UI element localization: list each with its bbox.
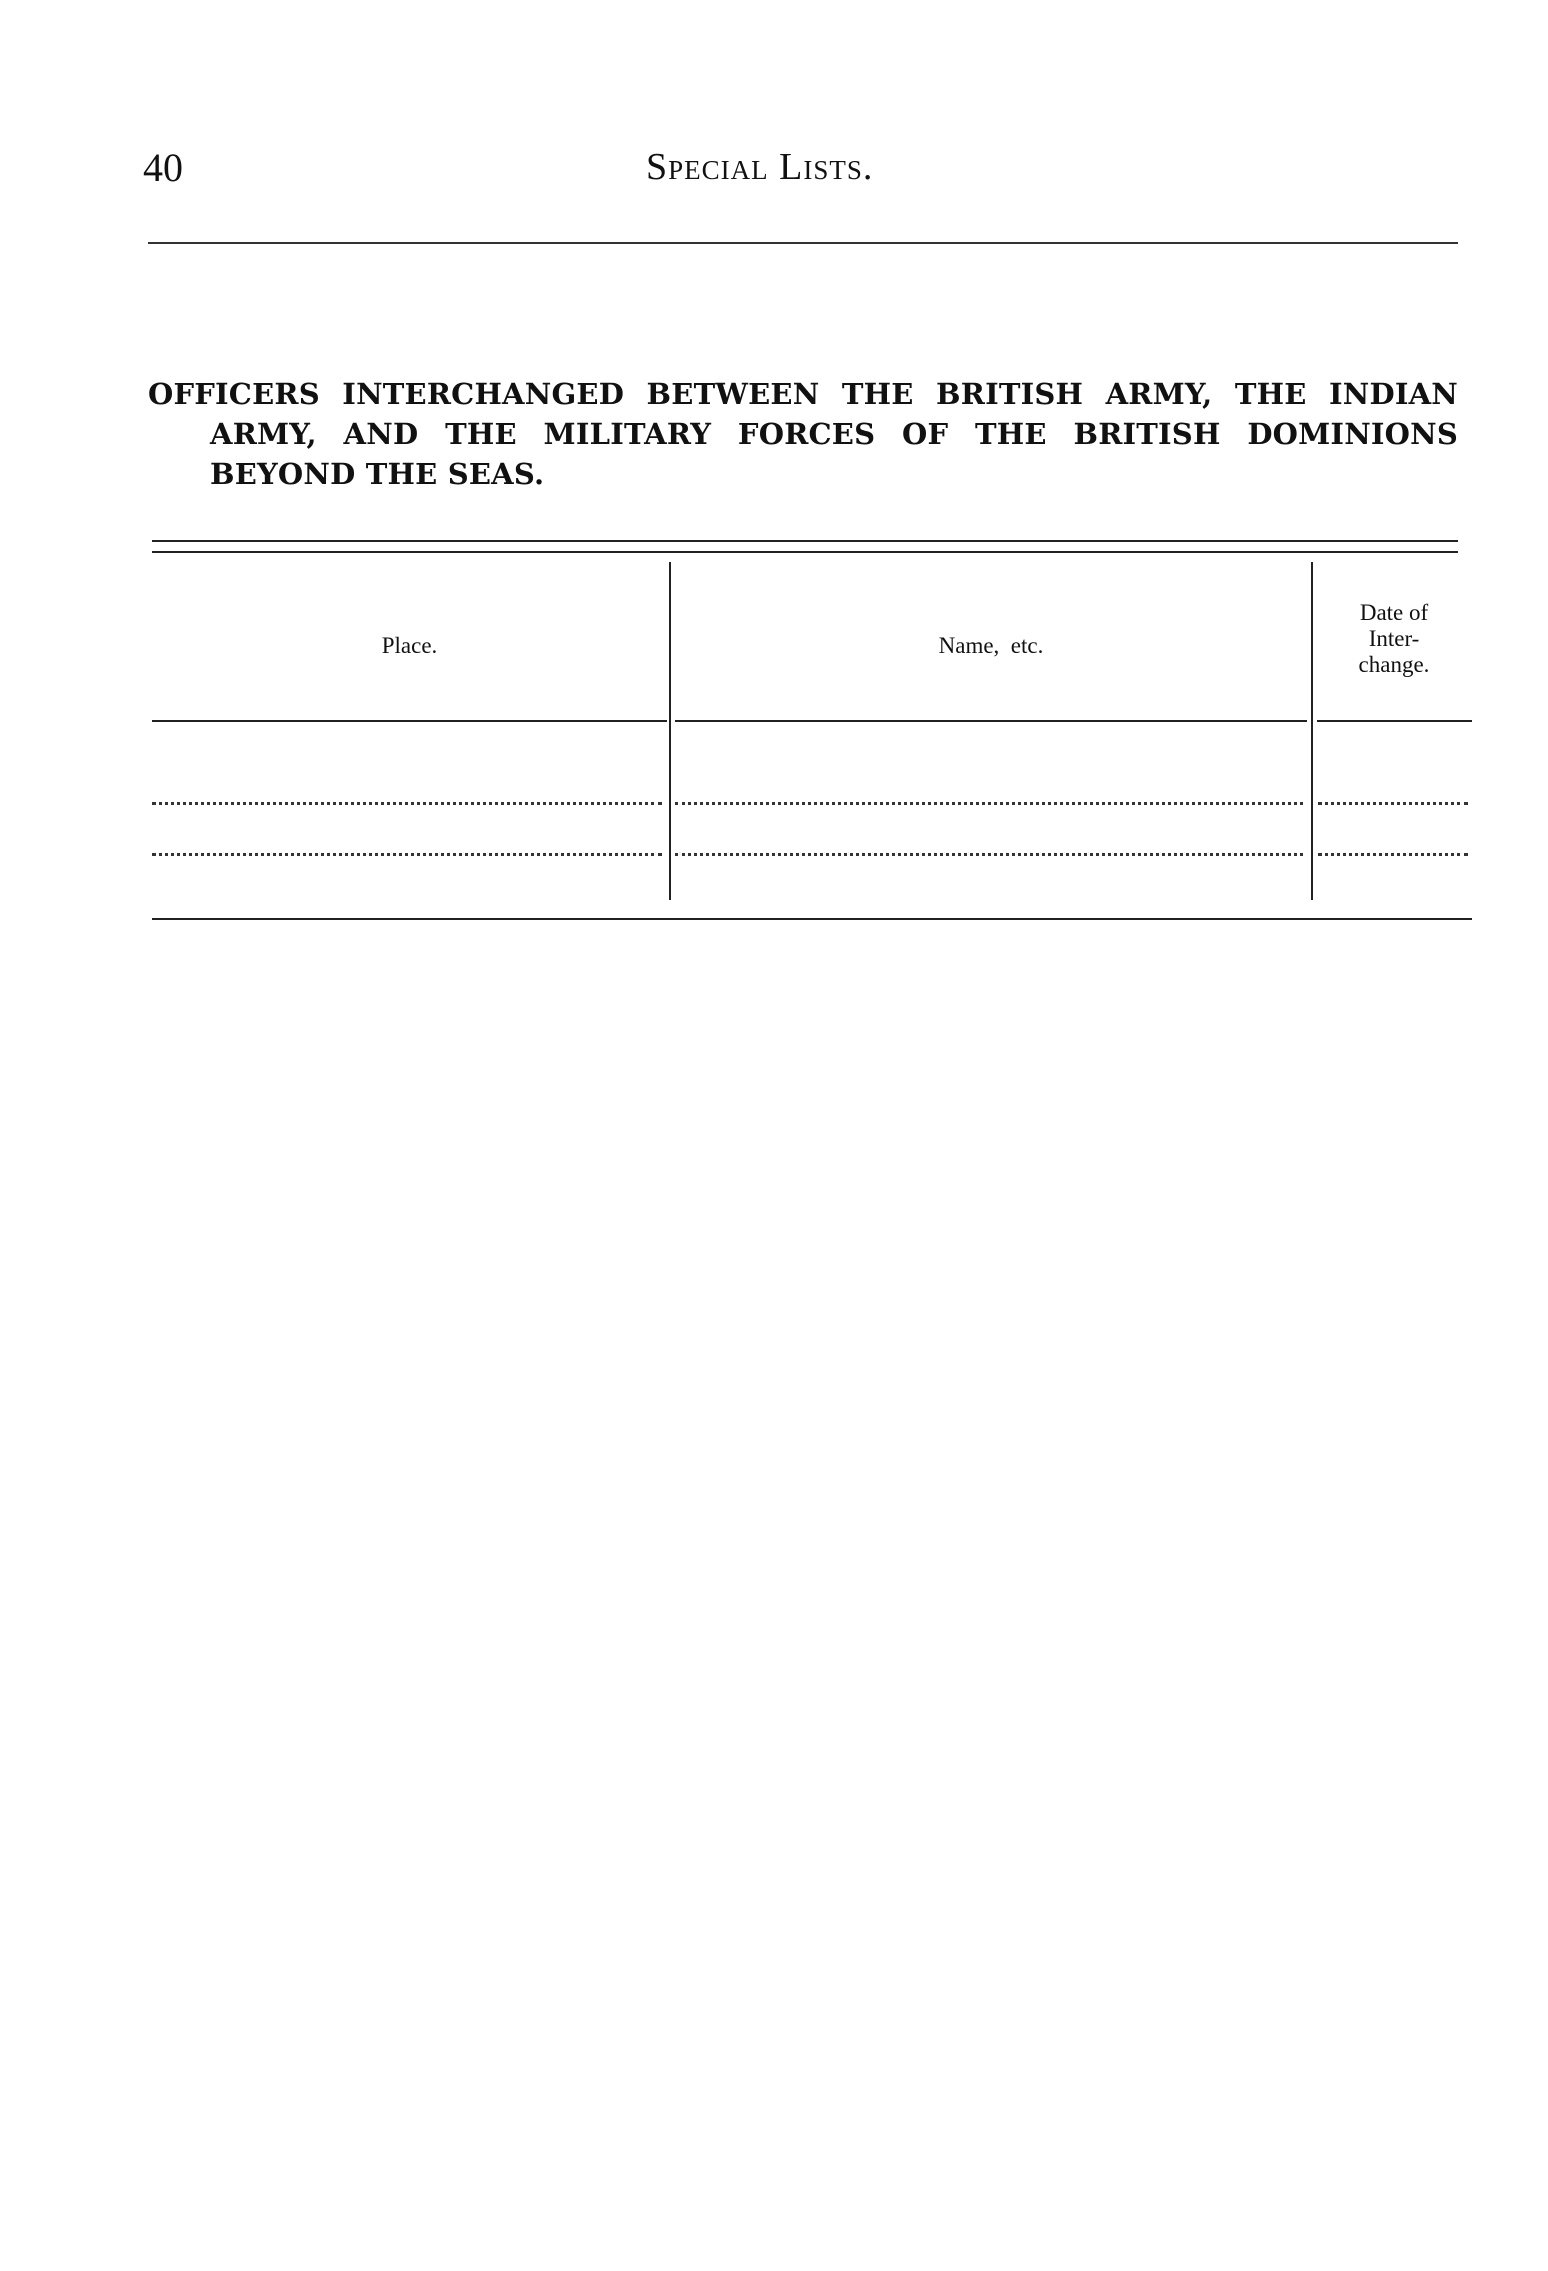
column-header-place-text: Place. [381, 633, 438, 658]
column-header-date-line-2: Inter- [1368, 626, 1420, 651]
header-underline-date [1317, 720, 1472, 722]
row-place-dotted-leader [152, 853, 662, 856]
row-date-dotted-leader [1318, 853, 1468, 856]
table-bottom-rule [152, 918, 1472, 920]
column-header-date [1315, 600, 1473, 678]
column-header-name-text: Name, etc. [938, 633, 1044, 658]
table-top-rule [152, 540, 1458, 542]
header-rule [148, 242, 1458, 244]
column-divider-name-date [1311, 562, 1313, 900]
header-underline-place [152, 720, 667, 722]
column-header-date-line-3: change. [1358, 652, 1430, 677]
row-date-dotted-leader [1318, 802, 1468, 805]
page-number: 40 [143, 145, 183, 190]
column-header-place [152, 633, 667, 659]
header-underline-name [675, 720, 1307, 722]
running-title: Special Lists. [646, 146, 874, 188]
column-header-date-line-1: Date of [1359, 600, 1429, 625]
row-place-dotted-leader [152, 802, 662, 805]
row-name-dotted-leader [675, 853, 1303, 856]
section-title [148, 374, 1458, 494]
section-title-line-1: OFFICERS INTERCHANGED BETWEEN THE BRITISH ARMY, THE INDIAN [148, 377, 1458, 411]
section-title-line-2: ARMY, AND THE MILITARY FORCES OF THE BRITISH DOMINIONS [210, 417, 1458, 451]
column-divider-place-name [669, 562, 671, 900]
row-name-dotted-leader [675, 802, 1303, 805]
section-title-line-3: BEYOND THE SEAS. [210, 457, 545, 491]
column-header-name [675, 633, 1307, 659]
interchange-table [152, 540, 1472, 926]
table-top-rule-inner [152, 551, 1458, 553]
